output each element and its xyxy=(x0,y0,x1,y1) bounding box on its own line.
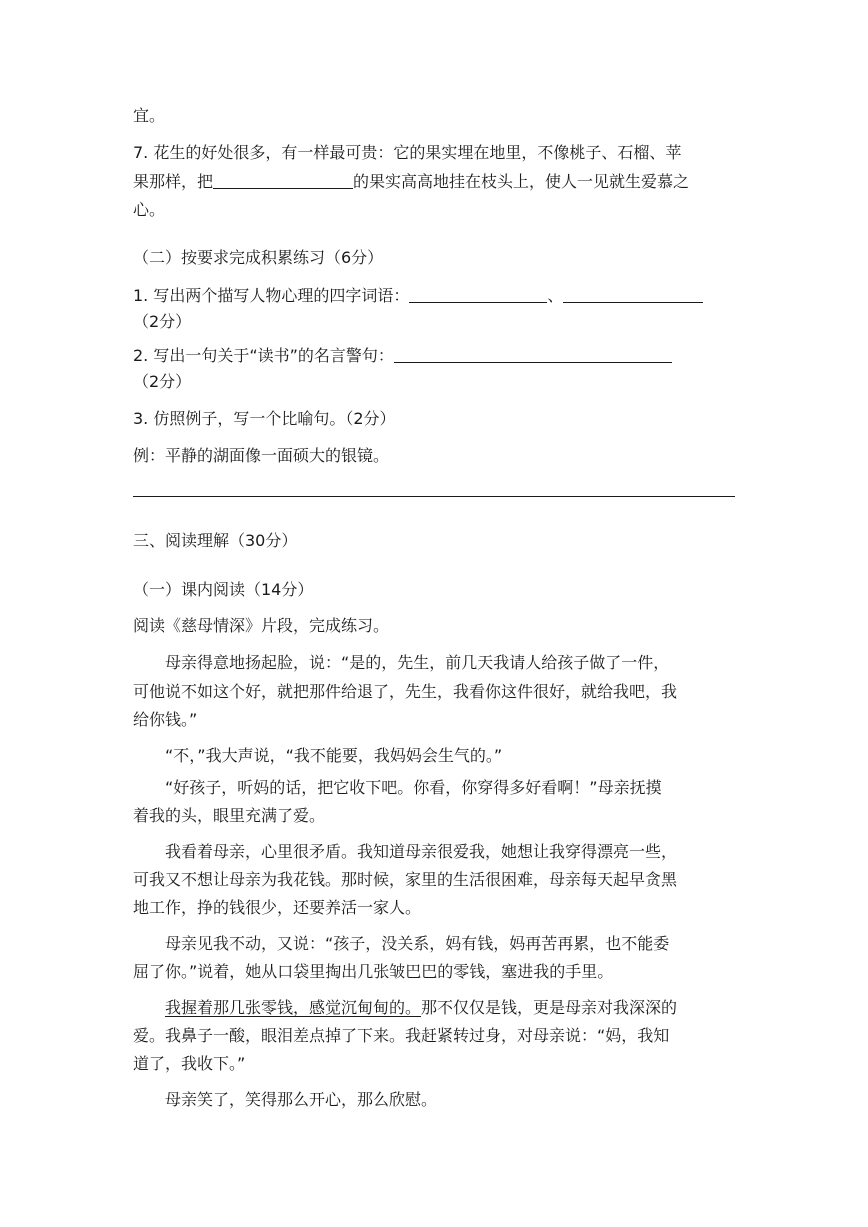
q1-answer-blank-2[interactable] xyxy=(563,286,703,303)
accumulation-q3: 3. 仿照例子，写一个比喻句。（2分） xyxy=(133,409,396,428)
q1-answer-blank-1[interactable] xyxy=(409,286,547,303)
reading-instruction: 阅读《慈母情深》片段，完成练习。 xyxy=(133,616,390,635)
item-7-after-blank: 的果实高高地挂在枝头上，使人一见就生爱慕之 xyxy=(353,172,690,191)
passage-p4-line-1: 我看着母亲，心里很矛盾。我知道母亲很爱我，她想让我穿得漂亮一些， xyxy=(165,842,678,861)
q1-separator: 、 xyxy=(547,286,564,305)
passage-p2: “不，”我大声说，“我不能要，我妈妈会生气的。” xyxy=(165,746,503,765)
passage-p7: 母亲笑了，笑得那么开心，那么欣慰。 xyxy=(165,1090,438,1109)
reading-subheading: （一）课内阅读（14分） xyxy=(133,580,314,599)
item-7-answer-blank[interactable] xyxy=(213,172,353,189)
passage-p4-line-2: 可我又不想让母亲为我花钱。那时候，家里的生活很困难，母亲每天起早贪黑 xyxy=(133,870,678,889)
q2-answer-blank[interactable] xyxy=(394,346,672,363)
passage-p1-line-2: 可他说不如这个好，就把那件给退了，先生，我看你这件很好，就给我吧，我 xyxy=(133,682,678,701)
passage-p6-line-1 xyxy=(165,998,677,1018)
exam-page xyxy=(133,0,738,1227)
reading-heading: 三、阅读理解（30分） xyxy=(133,531,298,550)
previous-item-ending: 宜。 xyxy=(133,106,166,125)
q1-score: （2分） xyxy=(133,312,192,331)
item-7-line-3: 心。 xyxy=(133,200,166,219)
q2-text: 2. 写出一句关于“读书”的名言警句： xyxy=(133,346,394,365)
passage-p1-line-3: 给你钱。” xyxy=(133,710,198,729)
passage-p1-line-1: 母亲得意地扬起脸，说：“是的，先生，前几天我请人给孩子做了一件， xyxy=(165,653,670,672)
item-7-line-1: 7. 花生的好处很多，有一样最可贵：它的果实埋在地里，不像桃子、石榴、苹 xyxy=(133,143,682,162)
passage-p3-line-2: 着我的头，眼里充满了爱。 xyxy=(133,806,326,825)
passage-p6-line-2: 爱。我鼻子一酸，眼泪差点掉了下来。我赶紧转过身，对母亲说：“妈，我知 xyxy=(133,1026,670,1045)
accumulation-heading: （二）按要求完成积累练习（6分） xyxy=(133,248,384,267)
item-7-line-2 xyxy=(133,172,689,192)
passage-p5-line-2: 屈了你。”说着，她从口袋里掏出几张皱巴巴的零钱，塞进我的手里。 xyxy=(133,962,614,981)
accumulation-q2 xyxy=(133,346,672,366)
q3-example: 例：平静的湖面像一面硕大的银镜。 xyxy=(133,446,390,465)
passage-p6-line-3: 道了，我收下。” xyxy=(133,1054,246,1073)
passage-p6-rest: 那不仅仅是钱，更是母亲对我深深的 xyxy=(421,998,678,1017)
q3-answer-line[interactable] xyxy=(133,496,735,497)
q2-score: （2分） xyxy=(133,372,192,391)
passage-p5-line-1: 母亲见我不动，又说：“孩子，没关系，妈有钱，妈再苦再累，也不能委 xyxy=(165,934,670,953)
passage-underlined-sentence: 我握着那几张零钱，感觉沉甸甸的。 xyxy=(165,998,422,1017)
passage-p4-line-3: 地工作，挣的钱很少，还要养活一家人。 xyxy=(133,898,422,917)
q1-text: 1. 写出两个描写人物心理的四字词语： xyxy=(133,286,410,305)
accumulation-q1 xyxy=(133,286,703,306)
passage-p3-line-1: “好孩子，听妈的话，把它收下吧。你看，你穿得多好看啊！”母亲抚摸 xyxy=(165,778,662,797)
item-7-before-blank: 果那样，把 xyxy=(133,172,214,191)
